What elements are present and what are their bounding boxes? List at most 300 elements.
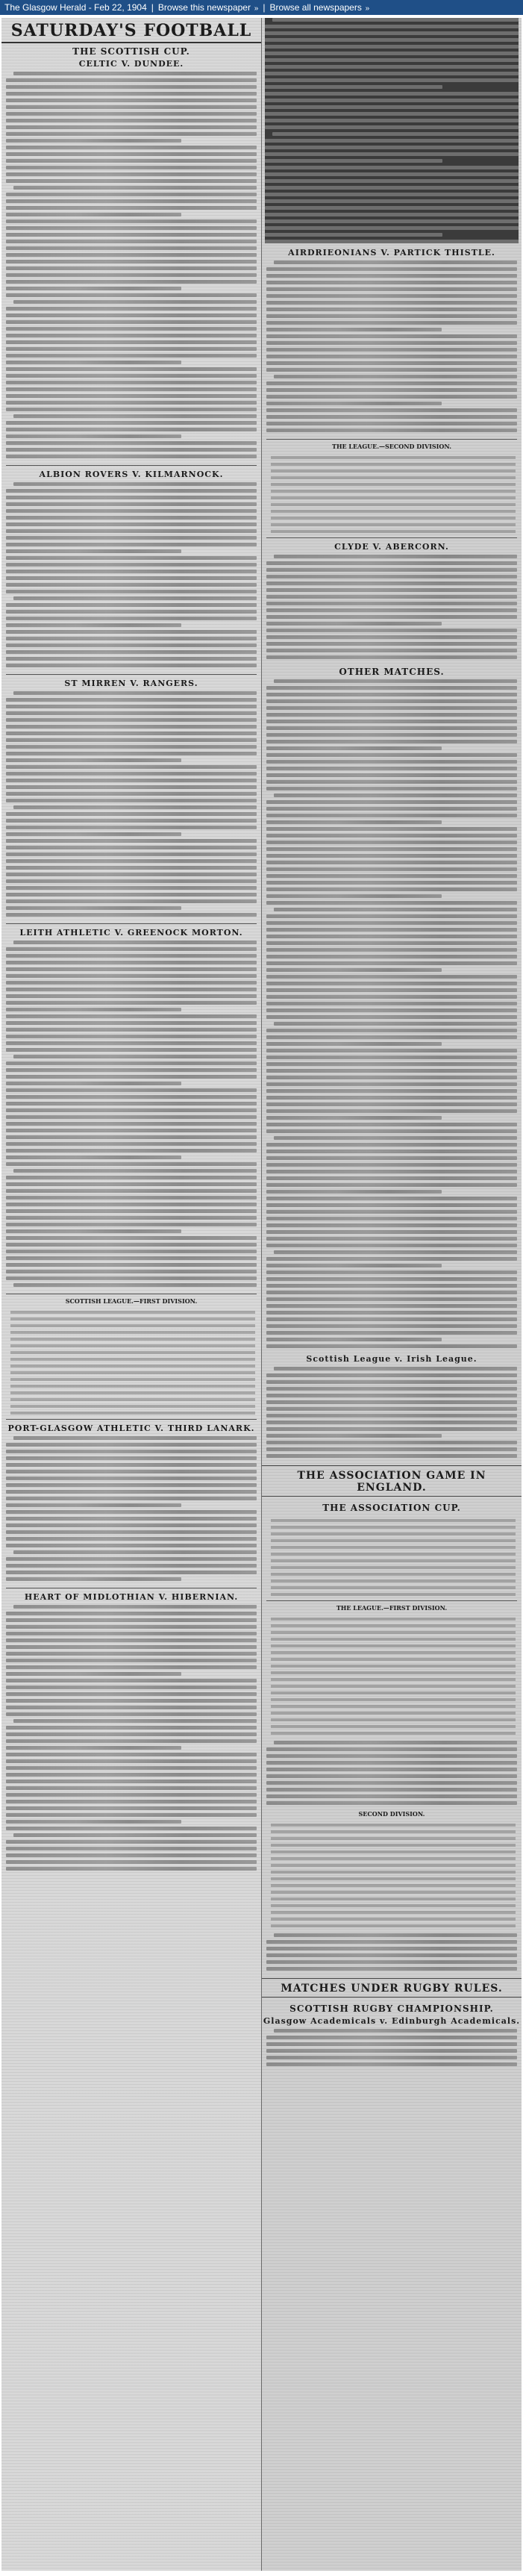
table-row: [7, 1342, 255, 1349]
text-line: [266, 874, 517, 878]
text-line: [6, 85, 257, 89]
text-line: [6, 206, 257, 210]
table-row: [268, 1716, 516, 1723]
table-row-text: [271, 1897, 516, 1900]
text-line: [6, 1853, 257, 1857]
text-line: [266, 2049, 517, 2053]
text-line: [266, 635, 517, 639]
text-line: [266, 1103, 517, 1106]
text-line: [266, 1197, 517, 1200]
text-line: [266, 655, 517, 659]
text-line: [266, 328, 442, 331]
text-line: [266, 1373, 517, 1377]
text-line: [6, 1759, 257, 1763]
text-line: [265, 105, 519, 109]
text-line: [6, 401, 257, 405]
browse-all-link[interactable]: Browse all newspapers »: [269, 2, 370, 13]
text-line: [6, 1733, 257, 1736]
text-line: [274, 1933, 517, 1937]
text-line: [266, 1237, 517, 1241]
article-text: [262, 1365, 522, 1462]
text-line: [13, 1550, 257, 1554]
match-heading: CLYDE V. ABERCORN.: [334, 542, 449, 552]
table-row: [268, 1629, 516, 1635]
text-line: [266, 1781, 517, 1785]
text-line: [265, 125, 519, 129]
table-row-text: [10, 1371, 255, 1374]
table-row: [7, 1396, 255, 1403]
table-row: [7, 1409, 255, 1416]
text-line: [266, 1788, 517, 1791]
table-row: [268, 1550, 516, 1557]
table-row-text: [271, 523, 516, 526]
text-line: [6, 394, 257, 398]
text-line: [266, 1055, 517, 1059]
table-row: [268, 467, 516, 474]
table-row-text: [271, 517, 516, 520]
table-row-text: [271, 1732, 516, 1735]
text-line: [6, 92, 257, 96]
text-line: [266, 381, 517, 385]
text-line: [6, 643, 257, 647]
table-row: [268, 1517, 516, 1524]
table-row-text: [271, 1553, 516, 1556]
table-row-text: [271, 1546, 516, 1549]
text-line: [266, 361, 517, 365]
text-line: [266, 341, 517, 345]
table-row-text: [271, 1911, 516, 1914]
table-row-text: [271, 1718, 516, 1721]
text-line: [6, 1544, 257, 1547]
text-line: [6, 1625, 257, 1629]
text-line: [266, 1768, 517, 1771]
divider: [6, 674, 257, 675]
text-line: [266, 561, 517, 565]
table-row-text: [271, 1918, 516, 1921]
table-row-text: [271, 1651, 516, 1654]
text-line: [6, 1088, 257, 1092]
table-row: [268, 1622, 516, 1629]
table-row: [268, 1564, 516, 1571]
text-line: [6, 1813, 257, 1817]
table-row-text: [271, 1891, 516, 1894]
nav-separator: |: [263, 2, 266, 13]
text-line: [6, 947, 257, 951]
table-row: [268, 1730, 516, 1736]
article-text: [262, 1739, 522, 1809]
table-row-text: [10, 1398, 255, 1401]
text-line: [6, 725, 257, 729]
text-line: [265, 213, 519, 216]
section-heading: MATCHES UNDER RUGBY RULES.: [262, 1978, 522, 1998]
text-line: [274, 1250, 517, 1254]
text-line: [6, 1189, 257, 1193]
text-line: [266, 314, 517, 318]
text-line: [6, 193, 257, 196]
text-line: [6, 1672, 181, 1676]
table-row: [268, 454, 516, 461]
text-line: [13, 72, 257, 75]
table-row-text: [271, 1837, 516, 1840]
text-line: [266, 847, 517, 851]
text-line: [6, 859, 257, 863]
text-line: [6, 1450, 257, 1453]
text-line: [266, 1062, 517, 1066]
text-line: [265, 85, 442, 89]
text-line: [266, 1344, 517, 1348]
table-row-text: [10, 1365, 255, 1367]
text-line: [266, 807, 517, 811]
text-line: [266, 1747, 517, 1751]
text-line: [266, 740, 517, 743]
text-line: [6, 381, 257, 384]
faded-text-block: [265, 18, 519, 243]
text-line: [265, 146, 519, 149]
table-row: [7, 1362, 255, 1369]
text-line: [6, 1203, 257, 1206]
text-line: [266, 1754, 517, 1758]
text-line: [266, 854, 517, 858]
table-row-text: [10, 1405, 255, 1408]
text-line: [6, 1243, 257, 1247]
text-line: [266, 1116, 442, 1120]
text-line: [266, 693, 517, 696]
text-line: [266, 1270, 517, 1274]
table-row-text: [271, 1586, 516, 1589]
text-line: [266, 2042, 517, 2046]
text-line: [6, 1256, 257, 1260]
text-line: [266, 267, 517, 271]
text-line: [6, 1571, 257, 1574]
text-line: [266, 841, 517, 844]
text-line: [6, 516, 257, 520]
table-row: [268, 1895, 516, 1902]
table-row: [7, 1322, 255, 1329]
text-line: [6, 819, 257, 823]
text-line: [6, 630, 257, 634]
text-line: [6, 1612, 257, 1615]
text-line: [6, 711, 257, 715]
text-line: [266, 1156, 517, 1160]
text-line: [266, 595, 517, 599]
text-line: [265, 99, 519, 102]
text-line: [265, 152, 519, 156]
table-row: [268, 1544, 516, 1550]
table-row: [7, 1403, 255, 1409]
text-line: [266, 881, 517, 885]
text-line: [266, 1257, 517, 1261]
table-row-text: [10, 1311, 255, 1314]
text-line: [266, 760, 517, 764]
text-line: [6, 1685, 257, 1689]
text-line: [266, 1096, 517, 1100]
text-line: [265, 139, 519, 143]
table-row: [268, 481, 516, 487]
text-line: [6, 219, 257, 223]
text-line: [6, 152, 257, 156]
table-row-text: [271, 1824, 516, 1827]
table-row-text: [271, 1864, 516, 1867]
text-line: [266, 622, 442, 626]
match-heading: ALBION ROVERS V. KILMARNOCK.: [39, 470, 224, 479]
results-table: [268, 1517, 516, 1597]
table-row-text: [271, 1532, 516, 1535]
table-row-text: [10, 1351, 255, 1354]
text-line: [266, 921, 517, 925]
text-line: [6, 448, 257, 452]
table-row-text: [271, 1539, 516, 1542]
table-row: [268, 1868, 516, 1875]
text-line: [6, 1276, 257, 1280]
text-line: [266, 1230, 517, 1234]
text-line: [6, 650, 257, 654]
table-row: [268, 1855, 516, 1862]
text-line: [266, 301, 517, 305]
text-line: [6, 1692, 257, 1696]
text-line: [266, 408, 517, 412]
table-row: [7, 1356, 255, 1362]
table-row: [268, 1841, 516, 1848]
text-line: [6, 705, 257, 708]
text-line: [266, 287, 517, 291]
table-row-text: [10, 1331, 255, 1334]
league-table-heading: THE LEAGUE.—SECOND DIVISION.: [332, 443, 451, 450]
table-row-text: [271, 1644, 516, 1647]
text-line: [6, 603, 257, 607]
table-row-text: [271, 470, 516, 473]
table-row: [268, 1696, 516, 1703]
text-line: [266, 415, 517, 419]
text-line: [274, 1022, 517, 1026]
text-line: [6, 967, 257, 971]
text-line: [6, 563, 257, 567]
text-line: [6, 893, 257, 896]
text-line: [266, 746, 442, 750]
article-text: [1, 939, 261, 1291]
text-line: [6, 899, 257, 903]
text-line: [266, 767, 517, 770]
text-line: [13, 1719, 257, 1723]
text-line: [6, 1530, 257, 1534]
text-line: [266, 988, 517, 992]
divider: [266, 1600, 517, 1601]
text-line: [266, 982, 517, 985]
text-line: [266, 1170, 517, 1173]
table-row: [7, 1389, 255, 1396]
text-line: [266, 1960, 517, 1964]
text-line: [274, 555, 517, 558]
text-line: [266, 422, 517, 425]
text-line: [266, 1434, 442, 1438]
text-line: [6, 637, 257, 640]
text-line: [266, 575, 517, 578]
text-line: [6, 1182, 257, 1186]
text-line: [13, 1169, 257, 1173]
divider: [6, 923, 257, 924]
text-line: [6, 1048, 257, 1052]
text-line: [266, 1414, 517, 1418]
text-line: [266, 402, 442, 405]
text-line: [266, 1143, 517, 1147]
table-row: [268, 1524, 516, 1530]
text-line: [266, 395, 517, 399]
text-line: [266, 1324, 517, 1328]
text-line: [6, 172, 257, 176]
text-line: [266, 935, 517, 938]
text-line: [266, 1317, 517, 1321]
text-line: [6, 1129, 257, 1132]
text-line: [266, 308, 517, 311]
text-line: [6, 772, 257, 776]
text-line: [266, 568, 517, 572]
match-heading: AIRDRIEONIANS V. PARTICK THISTLE.: [288, 248, 495, 258]
text-line: [266, 1304, 517, 1308]
text-line: [6, 1115, 257, 1119]
text-line: [6, 273, 257, 277]
article-text: [262, 678, 522, 1353]
divider: [6, 465, 257, 466]
table-row-text: [10, 1412, 255, 1415]
text-line: [265, 233, 442, 237]
table-row-text: [271, 1678, 516, 1681]
text-line: [6, 785, 257, 789]
match-heading: CELTIC V. DUNDEE.: [78, 59, 184, 69]
table-row: [268, 1591, 516, 1597]
text-line: [265, 186, 519, 190]
text-line: [265, 219, 519, 223]
table-row-text: [271, 1624, 516, 1627]
text-line: [6, 340, 257, 344]
text-line: [266, 1801, 517, 1805]
text-line: [265, 119, 519, 122]
text-line: [266, 1407, 517, 1411]
text-line: [266, 602, 517, 605]
text-line: [6, 1517, 257, 1521]
text-line: [266, 1082, 517, 1086]
text-line: [6, 1860, 257, 1864]
text-line: [6, 1699, 257, 1703]
table-row: [7, 1349, 255, 1356]
text-line: [265, 166, 519, 169]
text-line: [6, 240, 257, 243]
table-row-text: [10, 1385, 255, 1388]
text-line: [6, 1490, 257, 1494]
table-row: [268, 1709, 516, 1716]
table-row: [7, 1376, 255, 1382]
text-line: [6, 1840, 257, 1844]
text-line: [266, 726, 517, 730]
text-line: [6, 1773, 257, 1777]
text-line: [13, 1605, 257, 1609]
browse-newspaper-link[interactable]: Browse this newspaper »: [157, 2, 259, 13]
text-line: [266, 1049, 517, 1052]
text-line: [265, 159, 442, 163]
newspaper-page[interactable]: [1, 18, 522, 2571]
text-line: [6, 1236, 257, 1240]
text-line: [266, 1761, 517, 1765]
table-row-text: [271, 1631, 516, 1634]
text-line: [266, 1264, 442, 1267]
table-row: [268, 1875, 516, 1882]
text-line: [274, 679, 517, 683]
text-line: [6, 664, 257, 667]
text-line: [266, 1291, 517, 1294]
text-line: [266, 861, 517, 864]
text-line: [6, 1008, 181, 1011]
text-line: [6, 657, 257, 661]
text-line: [266, 294, 517, 298]
text-line: [266, 1244, 517, 1247]
text-line: [6, 583, 257, 587]
article-text: [1, 1435, 261, 1585]
text-line: [6, 1223, 257, 1226]
text-line: [266, 1447, 517, 1451]
text-line: [266, 1203, 517, 1207]
text-line: [6, 280, 257, 284]
table-row: [268, 514, 516, 521]
text-line: [266, 720, 517, 723]
text-line: [266, 1217, 517, 1220]
text-line: [6, 112, 257, 116]
text-line: [13, 482, 257, 486]
table-row: [268, 1571, 516, 1577]
text-line: [6, 1108, 257, 1112]
article-text: [262, 1932, 522, 1975]
table-row-text: [271, 1844, 516, 1847]
text-line: [6, 549, 181, 553]
text-line: [6, 832, 181, 836]
text-line: [6, 132, 257, 136]
text-line: [6, 1800, 257, 1803]
text-line: [265, 172, 519, 176]
text-line: [6, 387, 257, 391]
text-line: [266, 1069, 517, 1073]
table-row-text: [271, 1705, 516, 1708]
table-row-text: [271, 1593, 516, 1596]
text-line: [266, 820, 442, 824]
table-row: [7, 1329, 255, 1335]
text-line: [266, 1400, 517, 1404]
divider: [266, 537, 517, 538]
text-line: [6, 543, 257, 546]
text-line: [6, 779, 257, 782]
text-line: [6, 1035, 257, 1038]
text-line: [6, 105, 257, 109]
text-line: [6, 738, 257, 742]
text-line: [6, 1075, 257, 1079]
text-line: [272, 18, 519, 22]
text-line: [6, 792, 257, 796]
text-line: [6, 1786, 257, 1790]
table-row: [268, 1577, 516, 1584]
text-line: [6, 1638, 257, 1642]
text-line: [6, 852, 257, 856]
text-line: [13, 414, 257, 418]
table-row-text: [10, 1391, 255, 1394]
text-line: [6, 1041, 257, 1045]
table-row-text: [271, 1665, 516, 1668]
table-row-text: [271, 1725, 516, 1728]
text-line: [266, 948, 517, 952]
text-line: [6, 839, 257, 843]
text-line: [6, 347, 257, 351]
text-line: [266, 2036, 517, 2039]
text-line: [6, 879, 257, 883]
table-row: [268, 1723, 516, 1730]
table-row-text: [271, 530, 516, 533]
text-line: [6, 226, 257, 230]
text-line: [266, 888, 517, 891]
